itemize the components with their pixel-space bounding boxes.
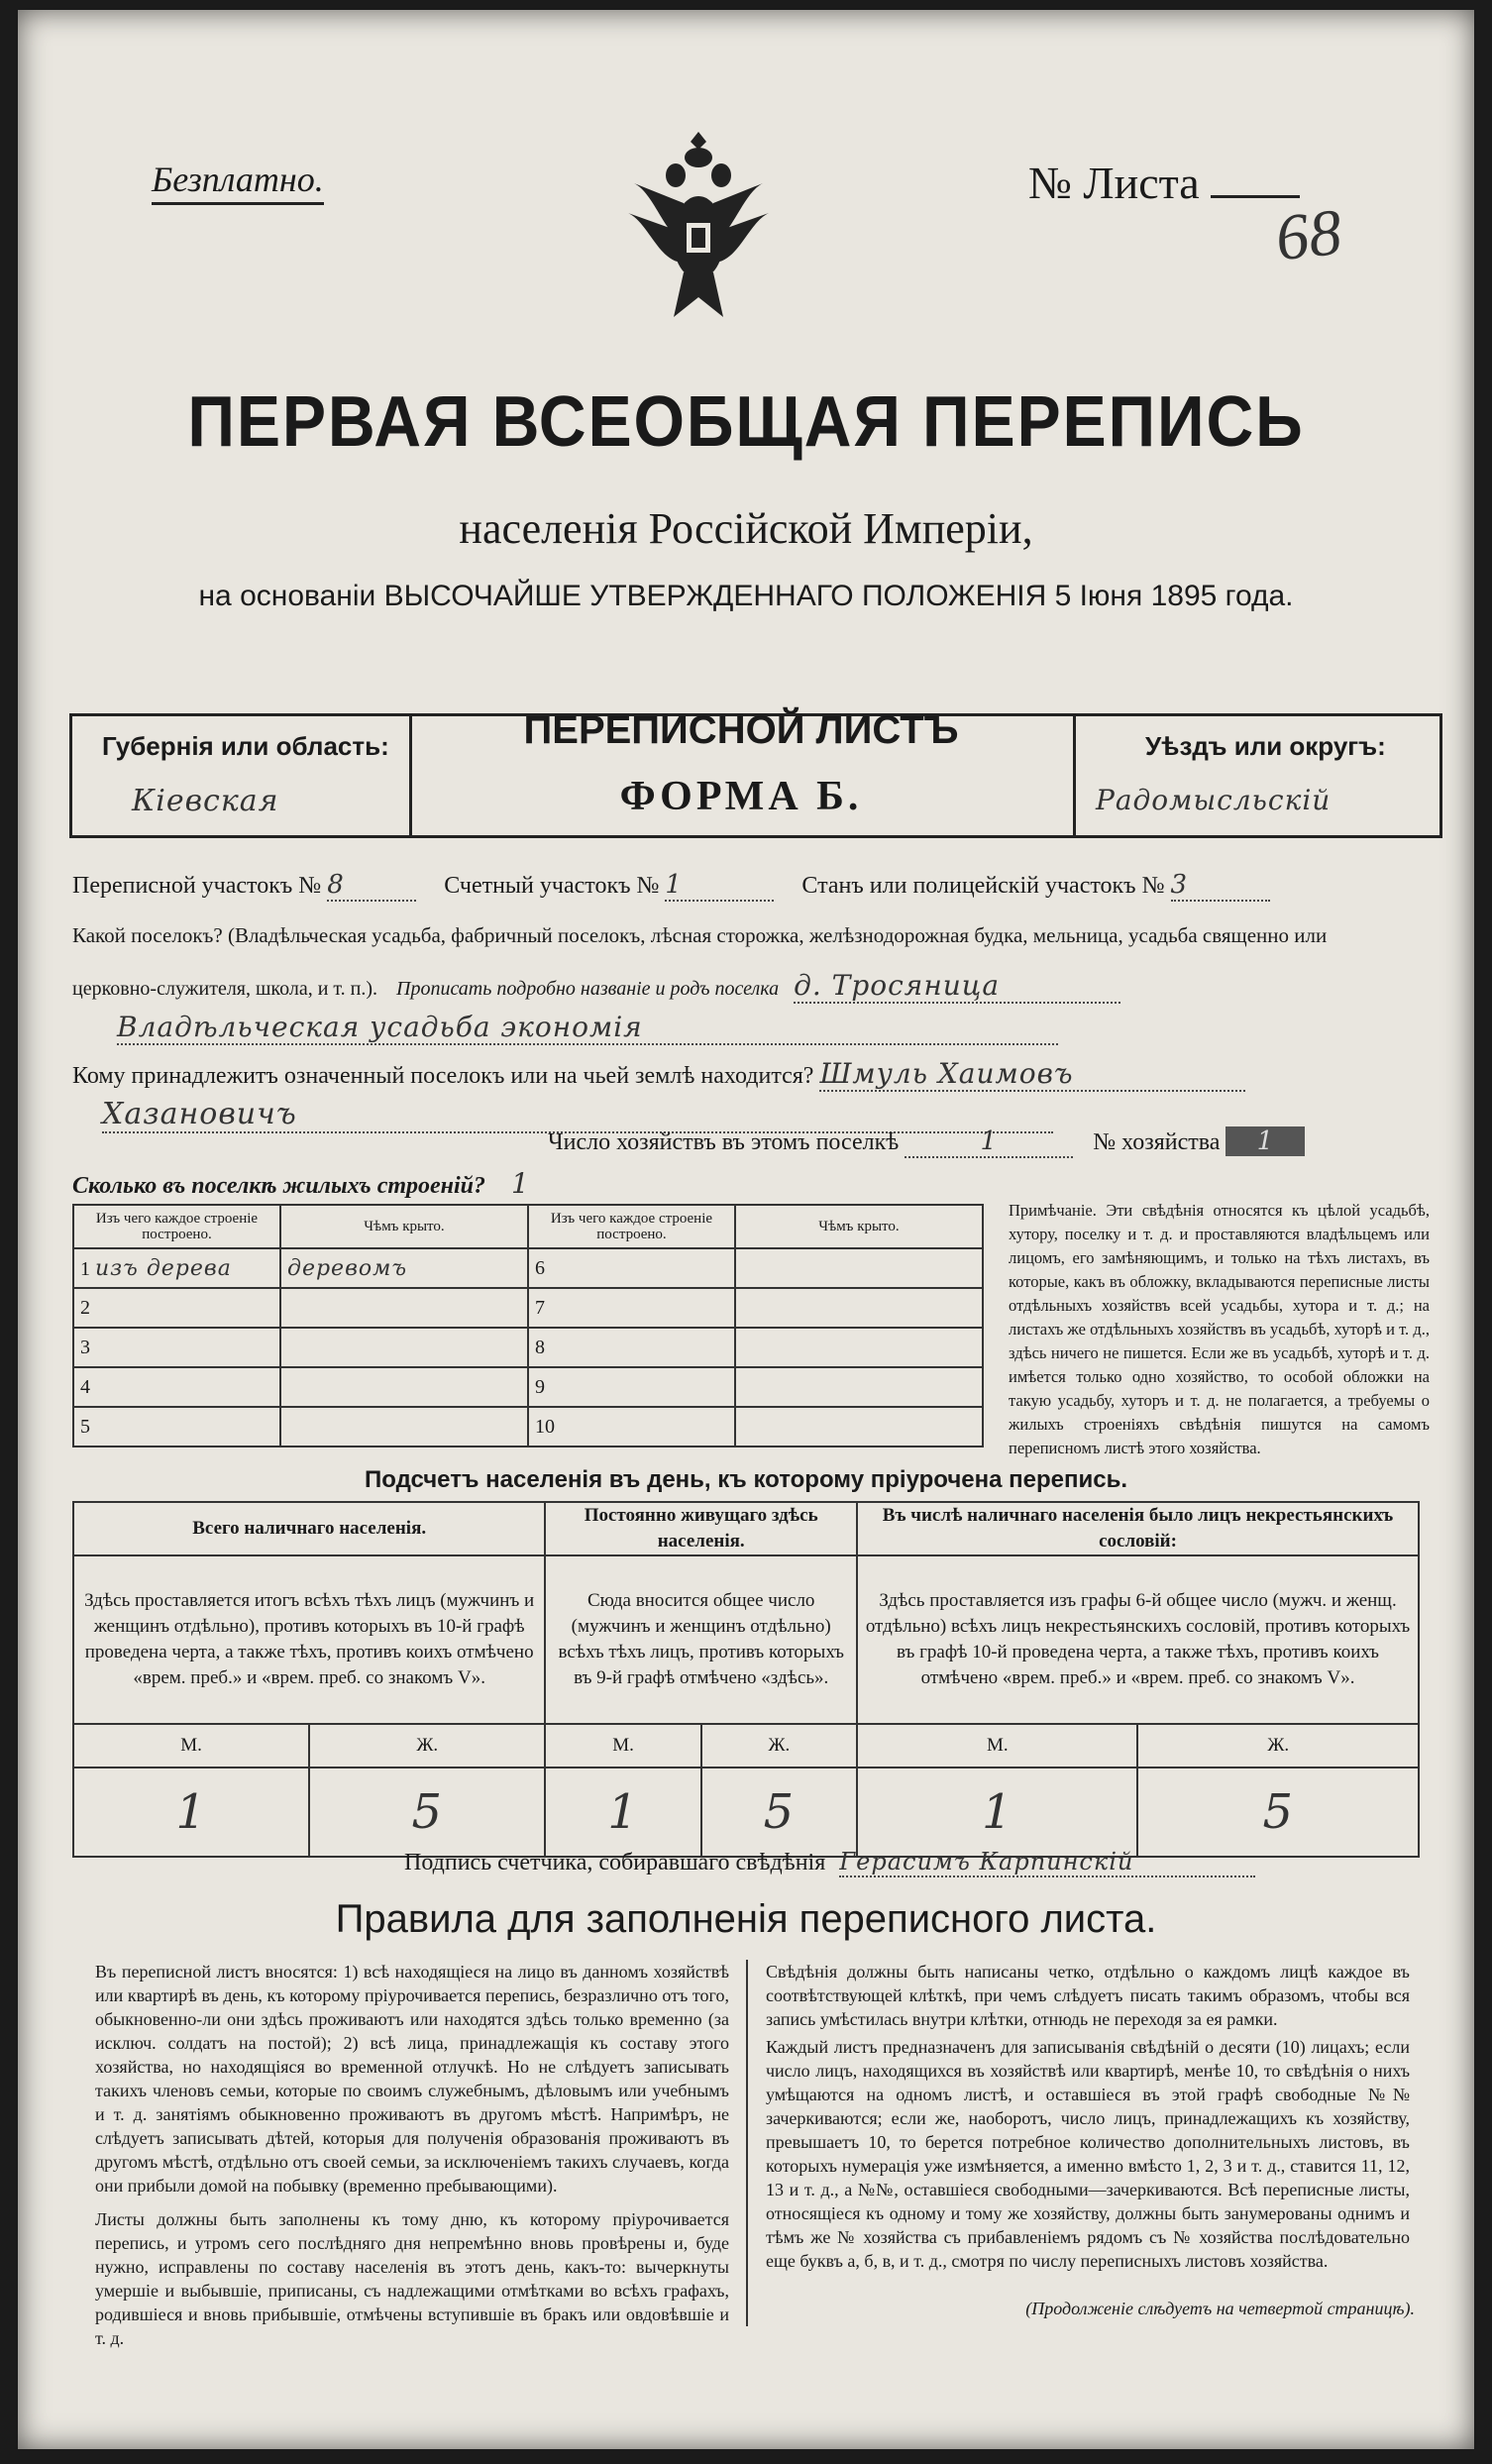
table-row: 2 7	[73, 1288, 983, 1328]
free-label: Безплатно.	[152, 159, 324, 205]
continued-note: (Продолженіе слѣдуетъ на четвертой страницѣ).	[1025, 2299, 1415, 2318]
household-no-value: 1	[1226, 1126, 1305, 1156]
gubernia-value: Кіевская	[132, 784, 279, 818]
uezd-value: Радомысльскій	[1096, 784, 1332, 816]
rules-left-1: Въ переписной листъ вносятся: 1) всѣ находящіеся на лицо въ данномъ хозяйствѣ или квартирѣ въ день, къ которому пріурочивается перепись, безразлично отъ того, обыкновенно-ли они здѣсь проживаютъ или находятся здѣсь только временно (за исключ. солдатъ на постой); 2) всѣ лица, принадлежащія къ составу этого хозяйства, но находящіяся во временной отлучкѣ. Но не слѣдуетъ записывать такихъ членовъ семьи, которые по своимъ служебнымъ, дѣловымъ или учебнымъ и т. д. занятіямъ обыкновенно проживаютъ въ другомъ мѣстѣ. Напримѣръ, не слѣдуетъ записывать дѣтей, которыя для полученія образованія проживаютъ въ другомъ мѣстѣ, отдѣльно отъ своей семьи, за исключеніемъ такихъ случаевъ, когда они прибыли домой на побывку (временно пребывающими).	[95, 1962, 729, 2196]
header-material-right: Изъ чего каждое строеніе построено.	[528, 1205, 735, 1248]
sheet-number-handwritten: 68	[1272, 195, 1345, 275]
households-value: 1	[905, 1126, 1073, 1158]
population-count-table: Всего наличнаго населенія. Постоянно живущаго здѣсь населенія. Въ числѣ наличнаго населенія было лицъ некрестьянскихъ сословій: Здѣсь проставляется итогъ всѣхъ тѣхъ лицъ (мужчинъ и женщинъ отдѣльно), противъ которыхъ въ 10-й графѣ проведена черта, а также тѣхъ, противъ коихъ отмѣчено «врем. преб.» и «врем. преб. со знакомъ V». Сюда вносится общее число (мужчинъ и женщинъ отдѣльно) всѣхъ тѣхъ лицъ, противъ которыхъ въ 9-й графѣ отмѣчено «здѣсь». Здѣсь проставляется изъ графы 6-й общее число (мужч. и женщ. отдѣльно) всѣхъ лицъ некрестьянскихъ сословій, противъ которыхъ въ графѣ 10-й проведена черта, а также тѣхъ, противъ коихъ отмѣчено «врем. преб.» и «врем. преб. со знакомъ V». М. Ж. М. Ж. М. Ж. 1 5 1 5 1 5	[72, 1501, 1420, 1858]
uezd-label: Уѣздъ или округъ:	[1145, 731, 1386, 761]
row1-roof: деревомъ	[280, 1248, 528, 1288]
col3-head: Въ числѣ наличнаго населенія было лицъ некрестьянскихъ сословій:	[857, 1502, 1419, 1555]
uezd-cell	[1073, 716, 1442, 835]
buildings-table	[72, 1204, 984, 1447]
settlement-value-1: д. Тросяница	[794, 969, 1120, 1004]
col2-text: Сюда вносится общее число (мужчинъ и женщинъ отдѣльно) всѣхъ тѣхъ лицъ, противъ которыхъ въ 9-й графѣ отмѣчено «здѣсь».	[545, 1555, 857, 1724]
gubernia-label: Губернія или область:	[102, 731, 389, 761]
gubernia-cell	[72, 716, 412, 835]
rules-right-1: Свѣдѣнія должны быть написаны четко, отдѣльно о каждомъ лицѣ каждое въ соотвѣтствующей клѣткѣ, при чемъ слѣдуетъ писать такимъ образомъ, чтобы вся запись умѣстилась внутри клѣтки, отнюдь не переходя за ея рамки.	[766, 1962, 1410, 2029]
row1-material: изъ дерева	[95, 1255, 232, 1281]
settlement-question: Какой поселокъ? (Владѣльческая усадьба, фабричный поселокъ, лѣсная сторожка, желѣзнодорожная будка, мельница, усадьба священно или	[72, 923, 1328, 947]
page-title: ПЕРВАЯ ВСЕОБЩАЯ ПЕРЕПИСЬ	[187, 382, 1305, 462]
count-title: Подсчетъ населенія въ день, къ которому пріурочена перепись.	[365, 1466, 1127, 1493]
households-line: Число хозяйствъ въ этомъ поселкѣ 1 № хозяйства 1	[548, 1126, 1439, 1158]
buildings-line: Сколько въ поселкѣ жилыхъ строеній? 1	[72, 1167, 530, 1200]
census-area-value: 8	[327, 870, 416, 902]
signature-line: Подпись счетчика, собиравшаго свѣдѣнія Герасимъ Карпинскій	[404, 1848, 1296, 1877]
header-material-left: Изъ чего каждое строеніе построено.	[73, 1205, 280, 1248]
resident-female: 5	[701, 1768, 857, 1857]
owner-value-1: Шмуль Хаимовъ	[819, 1057, 1245, 1092]
basis-line: на основаніи ВЫСОЧАЙШЕ УТВЕРЖДЕННАГО ПОЛОЖЕНІЯ 5 Іюня 1895 года.	[198, 580, 1294, 612]
rules-left-2: Листы должны быть заполнены къ тому дню, къ которому пріурочивается перепись, и утромъ сего послѣдняго дня непремѣнно вновь провѣрены и, буде нужно, исправлены по составу населенія въ этотъ день, какъ-то: вычеркнуты умершіе и выбывшіе, приписаны, съ надлежащими отмѣтками во всѣхъ графахъ, родившіеся и вновь прибывшіе, отмѣчены вступившіе въ бракъ или овдовѣвшіе и т. д.	[95, 2209, 729, 2348]
col1-text: Здѣсь проставляется итогъ всѣхъ тѣхъ лицъ (мужчинъ и женщинъ отдѣльно), противъ которыхъ въ 10-й графѣ проведена черта, а также тѣхъ, противъ коихъ отмѣчено «врем. преб.» и «врем. преб. со знакомъ V».	[73, 1555, 545, 1724]
signature-value: Герасимъ Карпинскій	[839, 1848, 1255, 1877]
form-subtitle: ФОРМА Б.	[619, 774, 863, 819]
double-headed-eagle-emblem	[624, 124, 773, 332]
owner-line: Кому принадлежитъ означенный поселокъ или на чьей землѣ находится? Шмуль Хаимовъ	[72, 1057, 1449, 1092]
col3-text: Здѣсь проставляется изъ графы 6-й общее число (мужч. и женщ. отдѣльно) всѣхъ лицъ некрестьянскихъ сословій, противъ которыхъ въ графѣ 10-й проведена черта, а также тѣхъ, противъ коихъ отмѣчено «врем. преб.» и «врем. преб. со знакомъ V».	[857, 1555, 1419, 1724]
nonpeasant-male: 1	[857, 1768, 1137, 1857]
col2-head: Постоянно живущаго здѣсь населенія.	[545, 1502, 857, 1555]
page-subtitle: населенія Россійской Имперіи,	[459, 504, 1033, 553]
owner-value-2: Хазановичъ	[102, 1097, 1053, 1133]
resident-male: 1	[545, 1768, 700, 1857]
note-text: Примѣчаніе. Эти свѣдѣнія относятся къ цѣлой усадьбѣ, хутору, поселку и т. д. и проставляются владѣльцемъ или лицомъ, его замѣняющимъ, и только на тѣхъ листахъ, въ которые, какъ въ обложку, вкладываются переписные листы отдѣльныхъ хозяйствъ всей усадьбы, хутора и т. д.; на листахъ же отдѣльныхъ хозяйствъ въ усадьбѣ, хуторѣ и т. д., здѣсь ничего не пишется. Если же въ усадьбѣ, хуторѣ и т. д. имѣется только одно хозяйство, то особой обложки на такую усадьбу, хуторъ и т. д. не полагается, а требуемы о жилыхъ строеніяхъ свѣдѣнія пишутся на самомъ переписномъ листѣ этого хозяйства.	[1009, 1201, 1430, 1457]
total-male: 1	[73, 1768, 309, 1857]
buildings-value: 1	[511, 1167, 530, 1200]
header-roof-left: Чѣмъ крыто.	[280, 1205, 528, 1248]
table-row: 3 8	[73, 1328, 983, 1367]
nonpeasant-female: 5	[1137, 1768, 1419, 1857]
settlement-value-2: Владѣльческая усадьба экономія	[117, 1011, 1058, 1045]
form-title: ПЕРЕПИСНОЙ ЛИСТЪ	[523, 708, 959, 752]
sheet-number-label: № Листа	[1028, 157, 1300, 209]
table-row: 4 9	[73, 1367, 983, 1407]
header-roof-right: Чѣмъ крыто.	[735, 1205, 983, 1248]
table-row: 5 10	[73, 1407, 983, 1446]
rules-right-2: Каждый листъ предназначенъ для записыванія свѣдѣній о десяти (10) лицахъ; если число лицъ, находящихся въ хозяйствѣ или квартирѣ, менѣе 10, то свѣдѣнія о нихъ умѣщаются на одномъ листѣ, и оставшіеся въ этой графѣ свободные №№ зачеркиваются; если же, наоборотъ, число лицъ, принадлежащихъ къ хозяйству, превышаетъ 10, то берется потребное количество дополнительныхъ листовъ, въ которыхъ нумерація уже измѣняется, а именно вмѣсто 1, 2, 3 и т. д., ставится 11, 12, 13 и т. д., а №№, оставшіеся свободными—зачеркиваются. Всѣ переписные листы, относящіеся къ одному и тому же хозяйству, должны быть занумерованы однимъ и тѣмъ же № хозяйства съ прибавленіемъ рядомъ съ № хозяйства послѣдовательно еще буквъ а, б, в, и т. д., смотря по числу переписныхъ листовъ хозяйства.	[766, 2037, 1410, 2271]
stan-value: 3	[1171, 870, 1270, 902]
area-line: Переписной участокъ № 8 Счетный участокъ № 1 Станъ или полицейскій участокъ № 3	[72, 870, 1439, 902]
column-divider	[746, 1960, 748, 2326]
rules-title: Правила для заполненія переписного листа.	[335, 1897, 1157, 1941]
table-row: 1 изъ дерева деревомъ 6	[73, 1248, 983, 1288]
settlement-line: церковно-служителя, школа, и т. п.). Прописать подробно названіе и родъ поселка д. Тросяница	[72, 969, 1449, 1004]
count-area-value: 1	[665, 870, 774, 902]
col1-head: Всего наличнаго населенія.	[73, 1502, 545, 1555]
total-female: 5	[309, 1768, 545, 1857]
census-sheet	[18, 10, 1474, 2449]
